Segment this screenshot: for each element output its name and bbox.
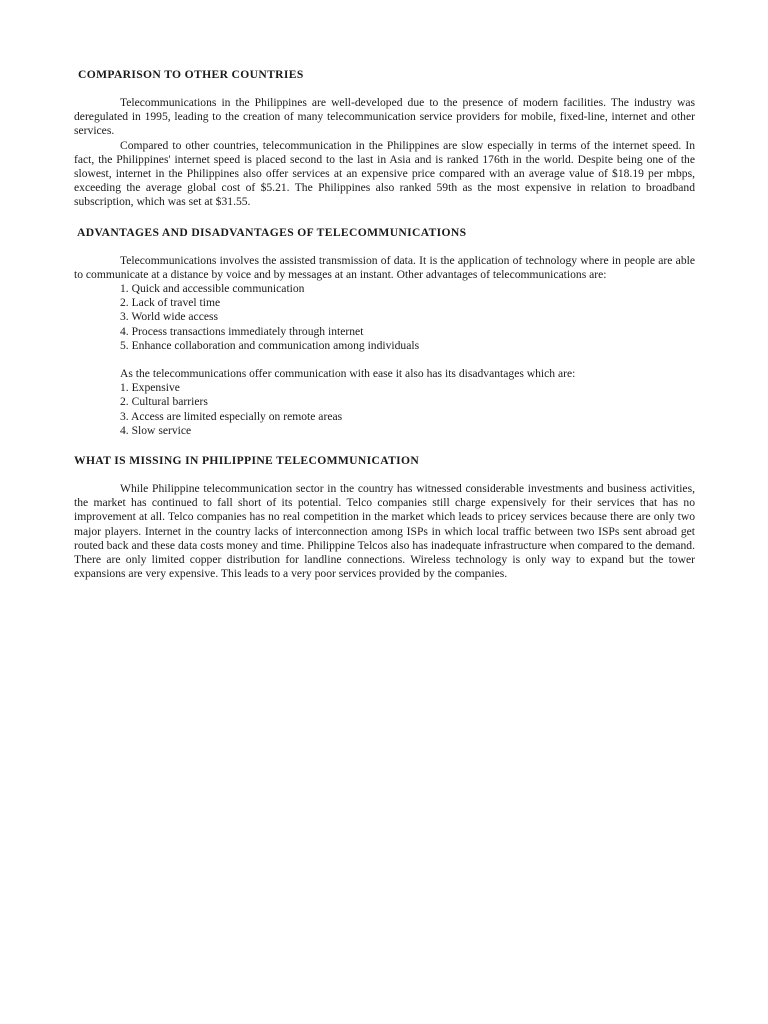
list-item: 4. Slow service [120, 423, 192, 437]
list-item: 2. Cultural barriers [120, 395, 208, 409]
list-item: 1. Expensive [120, 381, 180, 395]
list-item: 5. Enhance collaboration and communication among individuals [120, 338, 420, 352]
spacer [74, 353, 695, 367]
list-item: 3. World wide access [120, 310, 219, 324]
list-item: 2. Lack of travel time [120, 296, 221, 310]
list-item: 3. Access are limited especially on remote areas [120, 409, 343, 423]
list-item: 4. Process transactions immediately through internet [120, 324, 364, 338]
list-item: 1. Quick and accessible communication [120, 282, 305, 296]
paragraph-comparison-2: Compared to other countries, telecommunication in the Philippines are slow especially in terms of the internet speed. In fact, the Philippines' internet speed is placed second to the last in Asia and is ranked 176th in the world. Despite being one of the slowest, internet in the Philippines also offer services at an expensive price compared with an average value of $18.19 per mbps, exceeding the average global cost of $5.21. The Philippines also ranked 59th as the most expensive in relation to broadband subscription, which was set at $31.55. [74, 138, 695, 209]
paragraph-comparison-1: Telecommunications in the Philippines are well-developed due to the presence of modern facilities. The industry was deregulated in 1995, leading to the creation of many telecommunication service providers for mobile, fixed-line, internet and other services. [74, 96, 695, 138]
disadvantages-intro: As the telecommunications offer communication with ease it also has its disadvantages which are: [120, 367, 576, 381]
paragraph-missing: While Philippine telecommunication sector in the country has witnessed considerable investments and business activities, the market has continued to fall short of its potential. Telco companies still charge expensively for their services that has no improvement at all. Telco companies has no real competition in the market which leads to pricey services because there are only two major players. Internet in the country lacks of interconnection among ISPs in which local traffic between two ISPs sent abroad get routed back and these data costs money and time. Philippine Telcos also has inadequate infrastructure when compared to the demand. There are only limited copper distribution for landline connections. Wireless technology is only way to expand but the tower expansions are very expensive. This leads to a very poor services provided by the companies. [74, 482, 695, 581]
section-heading-comparison: COMPARISON TO OTHER COUNTRIES [78, 68, 304, 81]
section-heading-advantages: ADVANTAGES AND DISADVANTAGES OF TELECOMMUNICATIONS [77, 225, 467, 239]
section-heading-missing: WHAT IS MISSING IN PHILIPPINE TELECOMMUNICATION [74, 454, 420, 468]
paragraph-advantages: Telecommunications involves the assisted transmission of data. It is the application of technology where in people are able to communicate at a distance by voice and by messages at an instant. Other advantages of telecommunications are: [74, 253, 695, 281]
disadvantages-list [74, 381, 695, 438]
advantages-list [74, 282, 695, 353]
document-page [74, 66, 695, 581]
